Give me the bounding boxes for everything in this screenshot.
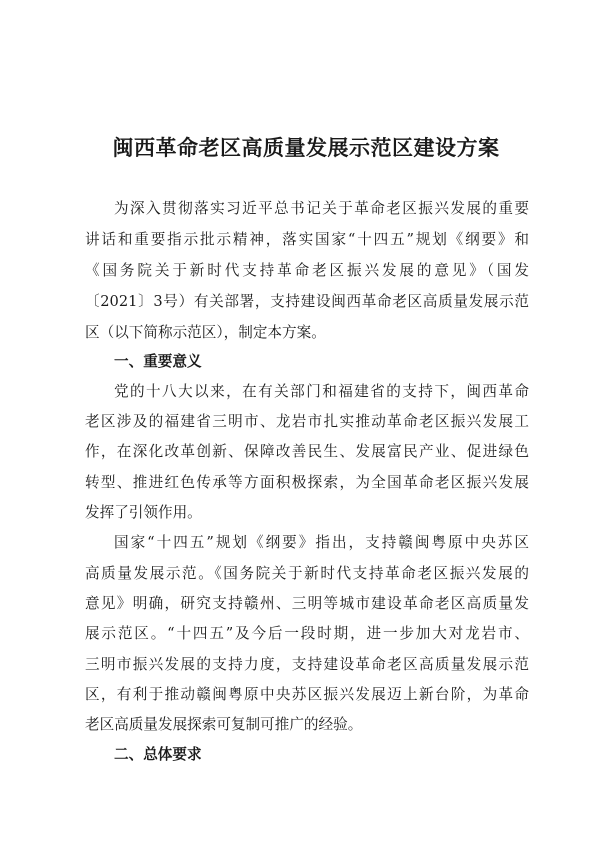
paragraph-line: 作，在深化改革创新、保障改善民生、发展富民产业、促进绿色: [85, 443, 529, 460]
paragraph-line: 转型、推进红色传承等方面积极探索，为全国革命老区振兴发展: [85, 474, 529, 491]
paragraph-line: 〔2021〕3号）有关部署，支持建设闽西革命老区高质量发展示范: [85, 293, 529, 310]
paragraph-line: 展示范区。“十四五”及今后一段时期，进一步加大对龙岩市、: [85, 625, 529, 642]
paragraph-line: 老区涉及的福建省三明市、龙岩市扎实推动革命老区振兴发展工: [85, 413, 529, 430]
section-heading-general-requirements: 二、总体要求: [114, 746, 202, 763]
paragraph-line: 党的十八大以来，在有关部门和福建省的支持下，闽西革命: [114, 383, 529, 400]
paragraph-line: 区，有利于推动赣闽粤原中央苏区振兴发展迈上新台阶，为革命: [85, 686, 529, 703]
paragraph-line: 发挥了引领作用。: [85, 504, 202, 521]
paragraph-line: 高质量发展示范。《国务院关于新时代支持革命老区振兴发展的: [85, 565, 529, 582]
paragraph-line: 国家“十四五”规划《纲要》指出，支持赣闽粤原中央苏区: [114, 534, 529, 551]
paragraph-line: 《国务院关于新时代支持革命老区振兴发展的意见》（国发: [85, 262, 529, 279]
paragraph-line: 三明市振兴发展的支持力度，支持建设革命老区高质量发展示范: [85, 656, 529, 673]
paragraph-line: 讲话和重要指示批示精神，落实国家“十四五”规划《纲要》和: [85, 231, 529, 248]
paragraph-line: 为深入贯彻落实习近平总书记关于革命老区振兴发展的重要: [114, 200, 529, 217]
section-heading-importance: 一、重要意义: [114, 353, 202, 370]
paragraph-line: 区（以下简称示范区），制定本方案。: [85, 324, 326, 341]
paragraph-line: 老区高质量发展探索可复制可推广的经验。: [85, 716, 363, 733]
paragraph-line: 意见》明确，研究支持赣州、三明等城市建设革命老区高质量发: [85, 595, 529, 612]
document-title: 闽西革命老区高质量发展示范区建设方案: [112, 135, 500, 160]
